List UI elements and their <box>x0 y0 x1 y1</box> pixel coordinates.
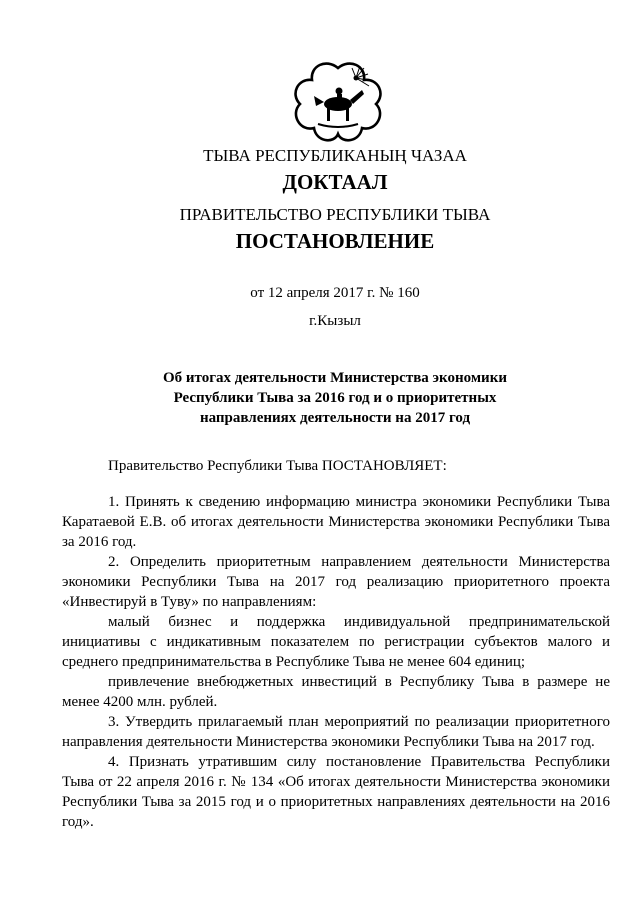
paragraph-1: 1. Принять к сведению информацию министра экономики Республики Тыва Каратаевой Е.В. об итогах деятельности Министерства экономики Республики Тыва за 2016 год. <box>62 494 610 550</box>
preamble: Правительство Республики Тыва ПОСТАНОВЛЯЕТ: <box>108 458 447 474</box>
document-type-tuvan: ДОКТААЛ <box>282 170 388 194</box>
document-date-number: от 12 апреля 2017 г. № 160 <box>250 285 420 301</box>
title-line: направлениях деятельности на 2017 год <box>199 410 471 426</box>
title-line: Республики Тыва за 2016 год и о приоритетных <box>173 390 497 406</box>
title-line: Об итогах деятельности Министерства экономики <box>162 370 507 386</box>
tuva-emblem-icon <box>290 60 386 142</box>
paragraph-2-item-1: малый бизнес и поддержка индивидуальной предпринимательской инициативы с индикативным показателем по регистрации субъектов малого и среднего предпринимательства в Республике Тыва не менее 604 единиц; <box>62 614 610 670</box>
document-body <box>62 456 610 832</box>
paragraph-4: 4. Признать утратившим силу постановление Правительства Республики Тыва от 22 апреля 2016 г. № 134 «Об итогах деятельности Министерства экономики Республики Тыва за 2015 год и о приоритетных направлениях деятельности на 2016 год». <box>62 754 610 830</box>
document-type-russian: ПОСТАНОВЛЕНИЕ <box>235 229 435 253</box>
paragraph-2-item-2: привлечение внебюджетных инвестиций в Республику Тыва в размере не менее 4200 млн. рублей. <box>62 674 610 710</box>
government-name-russian: ПРАВИТЕЛЬСТВО РЕСПУБЛИКИ ТЫВА <box>179 205 491 224</box>
document-city: г.Кызыл <box>309 313 361 329</box>
document-title <box>150 368 520 428</box>
paragraph-3: 3. Утвердить прилагаемый план мероприятий по реализации приоритетного направления деятельности Министерства экономики Республики Тыва на 2017 год. <box>62 714 610 750</box>
government-name-tuvan: ТЫВА РЕСПУБЛИКАНЫҢ ЧАЗАА <box>203 146 467 165</box>
paragraph-2: 2. Определить приоритетным направлением деятельности Министерства экономики Республики Тыва на 2017 год реализацию приоритетного проекта «Инвестируй в Туву» по направлениям: <box>62 554 610 610</box>
